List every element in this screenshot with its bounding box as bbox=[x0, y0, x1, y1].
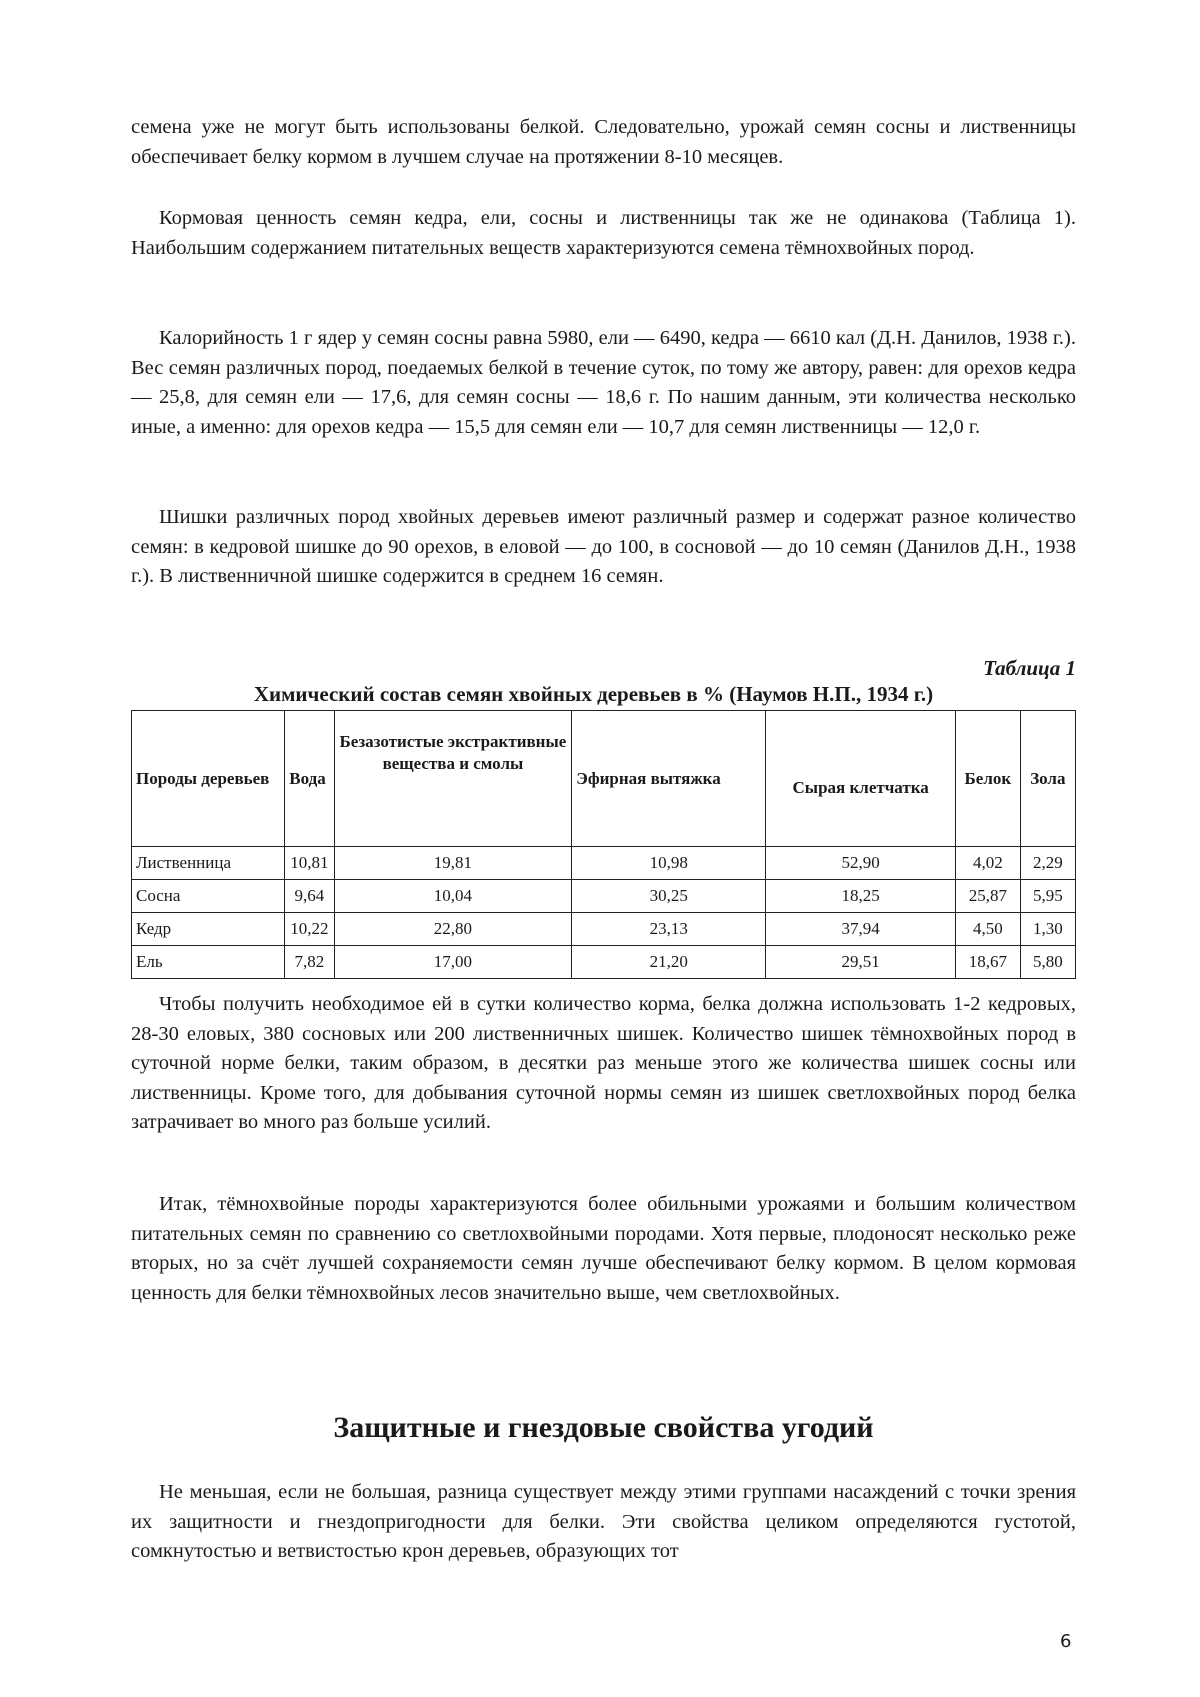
cell-species: Кедр bbox=[132, 913, 285, 946]
cell-water: 10,22 bbox=[285, 913, 334, 946]
cell-nitrogen-free: 10,04 bbox=[334, 880, 572, 913]
cell-species: Ель bbox=[132, 946, 285, 979]
cell-protein: 4,02 bbox=[956, 847, 1021, 880]
cell-nitrogen-free: 17,00 bbox=[334, 946, 572, 979]
table-row bbox=[132, 847, 1076, 880]
cell-protein: 4,50 bbox=[956, 913, 1021, 946]
paragraph-conclusion: Итак, тёмнохвойные породы характеризуются более обильными урожаями и большим количеством питательных семян по сравнению со светлохвойными породами. Хотя первые, плодоносят несколько реже вторых, но за счёт лучшей сохраняемости семян лучше обеспечивают белку кормом. В целом кормовая ценность для белки тёмнохвойных лесов значительно выше, чем светлохвойных. bbox=[131, 1193, 1076, 1304]
header-crude-fiber: Сырая клетчатка bbox=[766, 711, 956, 847]
table-row bbox=[132, 913, 1076, 946]
cell-ash: 2,29 bbox=[1020, 847, 1075, 880]
chemical-composition-table bbox=[131, 710, 1076, 979]
header-ash: Зола bbox=[1020, 711, 1075, 847]
cell-water: 9,64 bbox=[285, 880, 334, 913]
cell-crude-fiber: 37,94 bbox=[766, 913, 956, 946]
cell-crude-fiber: 18,25 bbox=[766, 880, 956, 913]
cell-crude-fiber: 52,90 bbox=[766, 847, 956, 880]
paragraph-protective-properties: Не меньшая, если не большая, разница существует между этими группами насаждений с точки зрения их защитности и гнездопригодности для белки. Эти свойства целиком определяются густотой, сомкнутостью и ветвистостью крон деревьев, образующих тот bbox=[131, 1481, 1076, 1562]
cell-ether-extract: 23,13 bbox=[572, 913, 766, 946]
section-heading: Защитные и гнездовые свойства угодий bbox=[333, 1411, 874, 1444]
cell-ash: 5,80 bbox=[1020, 946, 1075, 979]
cell-protein: 25,87 bbox=[956, 880, 1021, 913]
paragraph-feed-value: Кормовая ценность семян кедра, ели, сосны и лиственницы так же не одинакова (Таблица 1). Наибольшим содержанием питательных веществ характеризуются семена тёмнохвойных пород. bbox=[131, 207, 1076, 259]
cell-ether-extract: 21,20 bbox=[572, 946, 766, 979]
header-water: Вода bbox=[285, 711, 334, 847]
header-species: Породы деревьев bbox=[132, 711, 285, 847]
table-label: Таблица 1 bbox=[983, 656, 1076, 680]
cell-nitrogen-free: 22,80 bbox=[334, 913, 572, 946]
paragraph-cones: Шишки различных пород хвойных деревьев имеют различный размер и содержат разное количество семян: в кедровой шишке до 90 орехов, в еловой — до 100, в сосновой — до 10 семян (Данилов Д.Н., 1938 г.). В лиственничной шишке содержится в среднем 16 семян. bbox=[131, 506, 1076, 587]
cell-crude-fiber: 29,51 bbox=[766, 946, 956, 979]
paragraph-calorific: Калорийность 1 г ядер у семян сосны равна 5980, ели — 6490, кедра — 6610 кал (Д.Н. Данилов, 1938 г.). Вес семян различных пород, поедаемых белкой в течение суток, по тому же автору, равен: для орехов кедра — 25,8, для семян ели — 17,6, для семян сосны — 18,6 г. По нашим данным, эти количества несколько иные, а именно: для орехов кедра — 15,5 для семян ели — 10,7 для семян лиственницы — 12,0 г. bbox=[131, 327, 1076, 438]
table-header-row bbox=[132, 711, 1076, 847]
header-ether-extract: Эфирная вытяжка bbox=[572, 711, 766, 847]
table-row bbox=[132, 946, 1076, 979]
page-number: 6 bbox=[1060, 1631, 1072, 1652]
table-title: Химический состав семян хвойных деревьев в % (Наумов Н.П., 1934 г.) bbox=[253, 682, 934, 706]
header-nitrogen-free: Безазотистые экстрактивные вещества и смолы bbox=[334, 711, 572, 847]
cell-ether-extract: 10,98 bbox=[572, 847, 766, 880]
table-caption bbox=[131, 655, 1076, 707]
cell-species: Сосна bbox=[132, 880, 285, 913]
table-row bbox=[132, 880, 1076, 913]
cell-water: 7,82 bbox=[285, 946, 334, 979]
cell-ash: 1,30 bbox=[1020, 913, 1075, 946]
cell-ash: 5,95 bbox=[1020, 880, 1075, 913]
paragraph-continuation: семена уже не могут быть использованы белкой. Следовательно, урожай семян сосны и лиственницы обеспечивает белку кормом в лучшем случае на протяжении 8-10 месяцев. bbox=[131, 116, 1076, 168]
paragraph-daily-cones: Чтобы получить необходимое ей в сутки количество корма, белка должна использовать 1-2 кедровых, 28-30 еловых, 380 сосновых или 200 лиственничных шишек. Количество шишек тёмнохвойных пород в суточной норме белки, таким образом, в десятки раз меньше этого же количества шишек сосны или лиственницы. Кроме того, для добывания суточной нормы семян из шишек светлохвойных пород белка затрачивает во много раз больше усилий. bbox=[131, 993, 1076, 1133]
header-protein: Белок bbox=[956, 711, 1021, 847]
cell-protein: 18,67 bbox=[956, 946, 1021, 979]
cell-species: Лиственница bbox=[132, 847, 285, 880]
cell-nitrogen-free: 19,81 bbox=[334, 847, 572, 880]
cell-ether-extract: 30,25 bbox=[572, 880, 766, 913]
cell-water: 10,81 bbox=[285, 847, 334, 880]
